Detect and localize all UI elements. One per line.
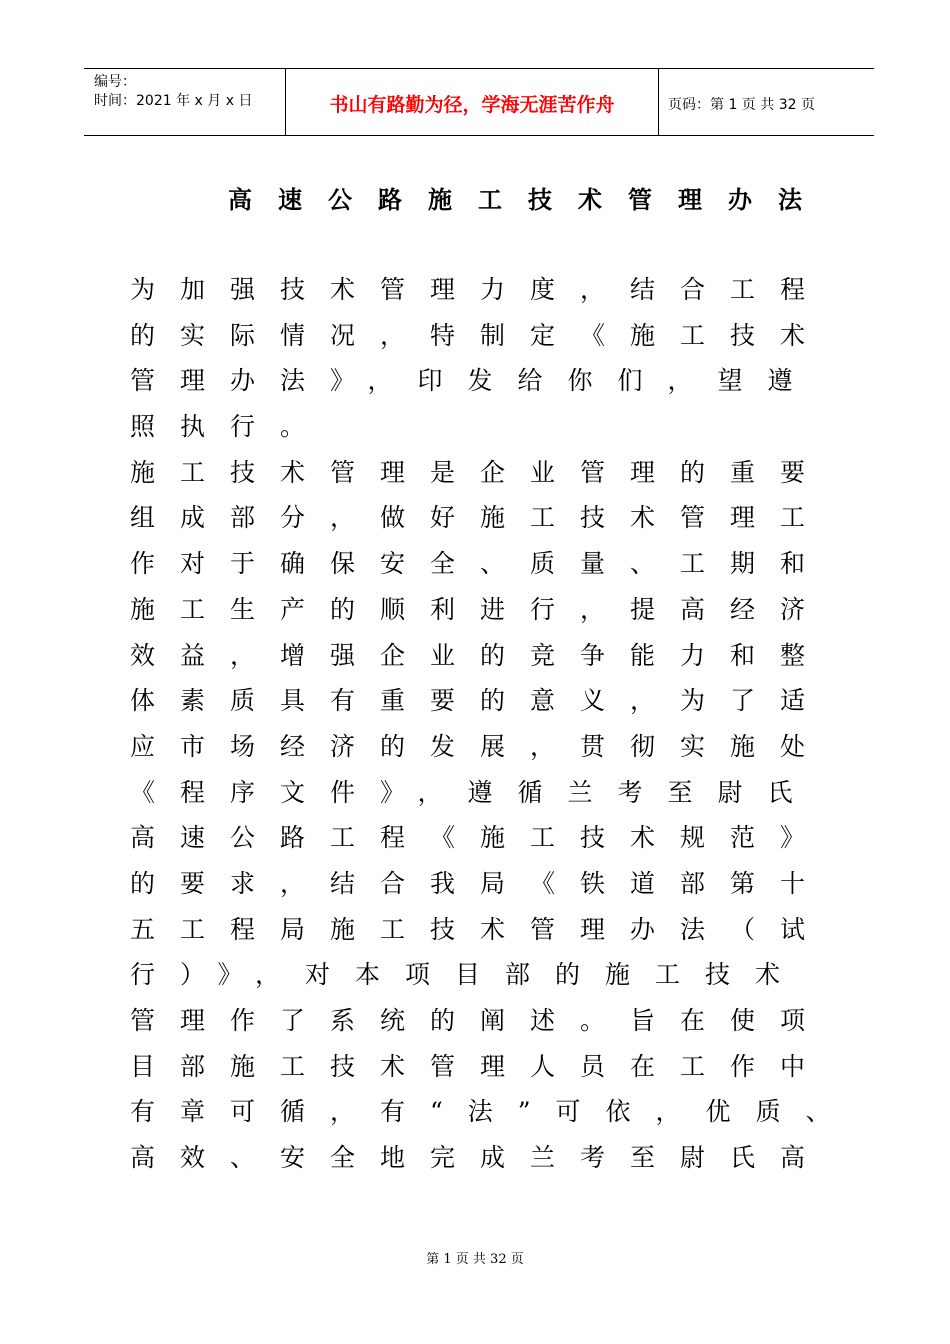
- header-meta: [94, 73, 252, 111]
- body-line: 五工程局施工技术管理办法（试: [130, 914, 831, 944]
- body-line: 高速公路工程《施工技术规范》: [130, 823, 831, 853]
- body-line: 管理作了系统的阐述。旨在使项: [130, 1006, 831, 1035]
- header-motto: 书山有路勤为径，学海无涯苦作舟: [329, 94, 615, 116]
- body-line: 行）》，对本项目部的施工技术: [130, 960, 806, 990]
- page-header: [84, 68, 874, 136]
- body-line: 有章可循，有“法”可依，优质、: [130, 1097, 856, 1127]
- document-title: 高速公路施工技术管理办法: [228, 185, 828, 214]
- body-line: 组成部分，做好施工技术管理工: [130, 503, 831, 533]
- body-line: 高效、安全地完成兰考至尉氏高: [130, 1143, 831, 1173]
- header-divider-right: [658, 69, 659, 135]
- body-line: 作对于确保安全、质量、工期和: [130, 549, 831, 579]
- body-line: 的实际情况，特制定《施工技术: [130, 320, 831, 350]
- body-line: 应市场经济的发展，贯彻实施处: [130, 731, 831, 761]
- body-line: 《程序文件》，遵循兰考至尉氏: [130, 777, 818, 807]
- body-line: 施工技术管理是企业管理的重要: [130, 457, 831, 487]
- document-body: [130, 270, 856, 1184]
- header-page-info: 页码：第 1 页 共 32 页: [668, 97, 815, 113]
- body-line: 目部施工技术管理人员在工作中: [130, 1051, 831, 1081]
- body-line: 的要求，结合我局《铁道部第十: [130, 868, 831, 898]
- page-footer: 第 1 页 共 32 页: [426, 1252, 524, 1267]
- body-line: 效益，增强企业的竞争能力和整: [130, 640, 831, 670]
- header-number-label: 编号：: [94, 74, 136, 90]
- header-time-label: 时间：2021 年 x 月 x 日: [94, 93, 253, 109]
- body-line: 管理办法》，印发给你们，望遵: [130, 366, 818, 396]
- body-line: 照执行。: [130, 412, 331, 442]
- body-line: 体素质具有重要的意义，为了适: [130, 686, 831, 716]
- body-line: 为加强技术管理力度，结合工程: [130, 275, 831, 304]
- body-line: 施工生产的顺利进行，提高经济: [130, 594, 831, 624]
